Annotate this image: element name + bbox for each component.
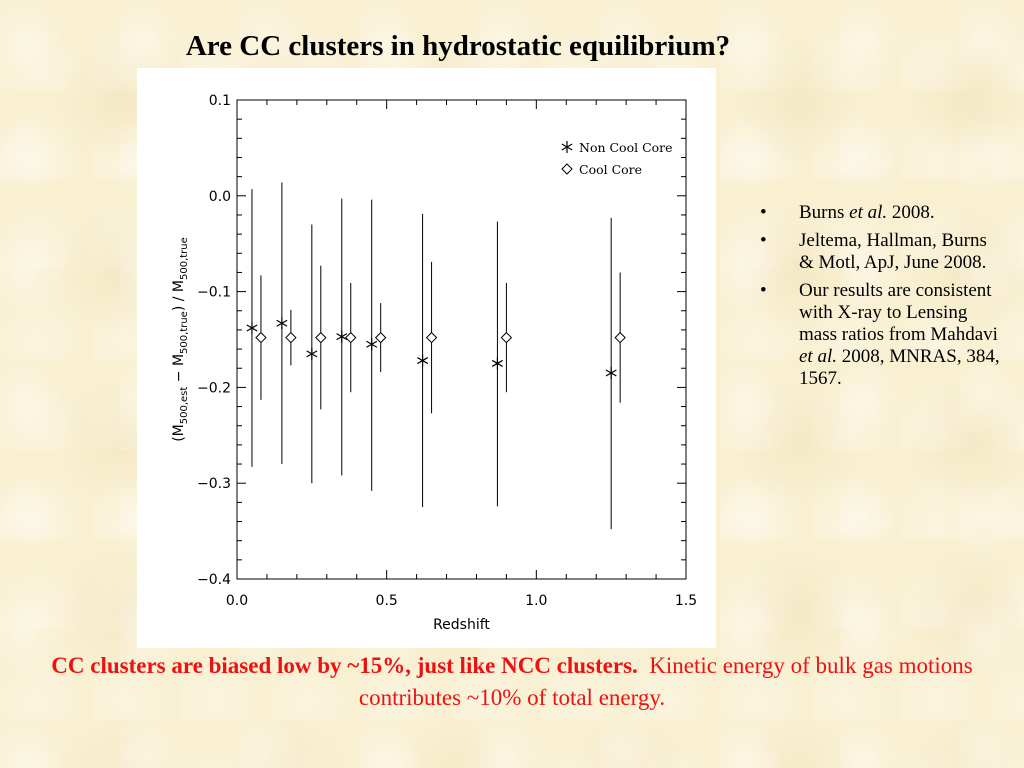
slide-title: Are CC clusters in hydrostatic equilibrium? [185, 30, 731, 62]
y-tick-label: 0.1 [208, 93, 231, 109]
bullet-text-post: 2008. [887, 202, 935, 223]
y-axis-label-part: ) / M [171, 280, 187, 312]
bullet-text-post: 2008, MNRAS, 384, 1567. [799, 346, 1000, 389]
data-point-cool-core [615, 333, 625, 343]
bullet-marker: • [760, 280, 767, 301]
data-point-non-cool-core [307, 348, 317, 360]
data-point-non-cool-core [367, 338, 377, 350]
bullet-item [760, 280, 1000, 390]
x-tick-label: 1.5 [674, 593, 698, 609]
data-point-cool-core [376, 333, 386, 343]
data-point-cool-core [256, 333, 266, 343]
y-tick-label: −0.1 [197, 284, 231, 301]
bullet-item [760, 202, 1000, 224]
data-point-non-cool-core [606, 367, 616, 379]
data-point-non-cool-core [277, 317, 287, 329]
data-point-non-cool-core [337, 331, 347, 343]
data-point-cool-core [316, 333, 326, 343]
chart-svg [137, 68, 716, 648]
x-axis-label: Redshift [433, 617, 490, 633]
data-point-cool-core [346, 333, 356, 343]
y-tick-label: 0.0 [208, 188, 231, 205]
legend-label: Cool Core [579, 162, 643, 177]
y-tick-label: −0.4 [197, 572, 231, 588]
y-axis-label-part: − M [171, 353, 187, 387]
legend-marker-non-cool-core [562, 141, 572, 153]
data-point-non-cool-core [417, 355, 427, 367]
bullet-marker: • [760, 230, 767, 251]
conclusion-normal: Kinetic energy of bulk gas motions contributes ~10% of total energy. [358, 653, 973, 710]
bullet-marker: • [760, 202, 767, 223]
reference-list [760, 202, 1000, 396]
y-axis-label-part: (M [171, 424, 187, 442]
bullet-text-pre: Jeltema, Hallman, Burns & Motl, ApJ, June 2008. [799, 230, 987, 273]
data-point-non-cool-core [247, 322, 257, 334]
bullet-item [760, 230, 1000, 274]
y-tick-label: −0.2 [197, 380, 231, 397]
x-tick-label: 1.0 [525, 593, 548, 609]
legend-label: Non Cool Core [579, 140, 673, 155]
chart-panel [137, 68, 716, 648]
y-axis-label-subscript: 500,true [179, 311, 190, 354]
x-tick-label: 0.5 [375, 593, 398, 609]
y-axis-label-subscript: 500,est [179, 386, 190, 425]
data-point-cool-core [501, 333, 511, 343]
bullet-text-italic: et al. [849, 202, 888, 223]
data-point-cool-core [286, 333, 296, 343]
data-point-cool-core [427, 333, 437, 343]
x-tick-label: 0.0 [225, 593, 249, 609]
legend-marker-cool-core [562, 164, 572, 174]
y-tick-label: −0.3 [197, 476, 231, 493]
data-point-non-cool-core [492, 357, 502, 369]
conclusion-text [20, 650, 1004, 714]
bullet-text-pre: Our results are consistent with X-ray to Lensing mass ratios from Mahdavi [799, 280, 998, 345]
y-axis-label-subscript: 500,true [179, 237, 190, 280]
conclusion-bold: CC clusters are biased low by ~15%, just like NCC clusters. [51, 653, 638, 678]
y-axis-label [171, 237, 190, 442]
bullet-text-italic: et al. [799, 346, 837, 367]
bullet-text-pre: Burns [799, 202, 850, 223]
